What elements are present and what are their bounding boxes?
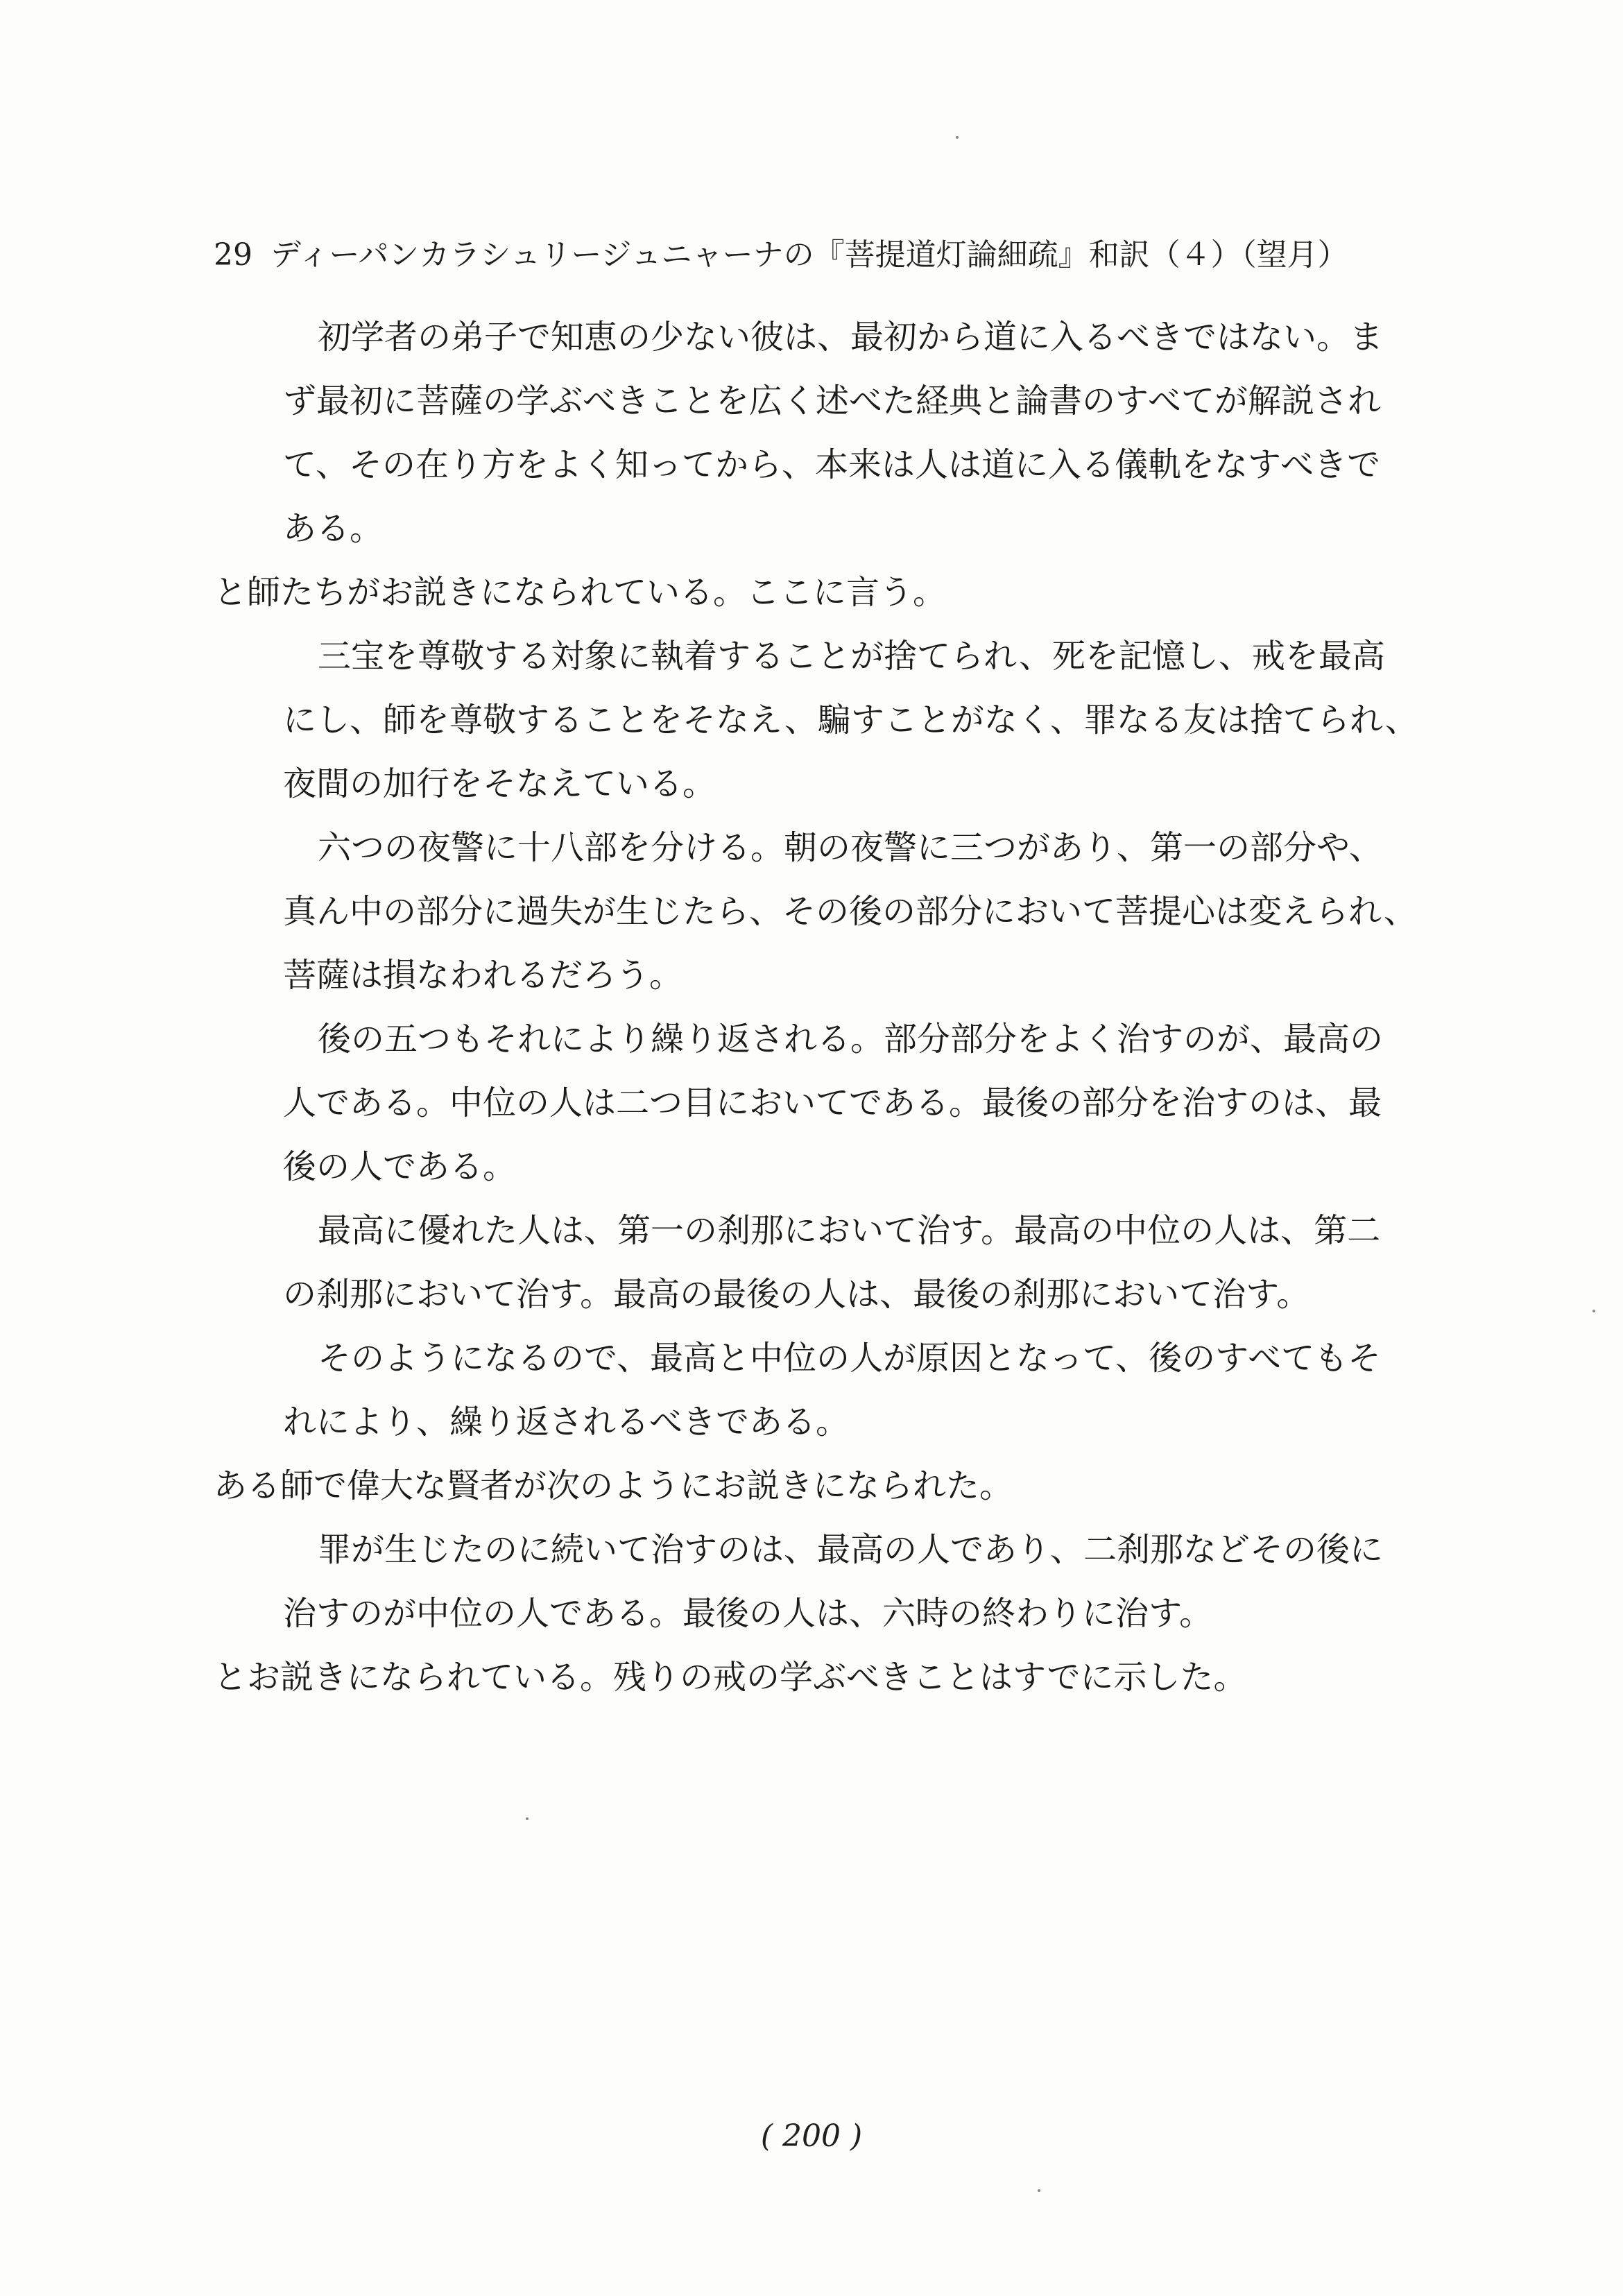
text-line: 人である。中位の人は二つ目においてである。最後の部分を治すのは、最 [283, 1083, 1382, 1122]
article-number: 29 [214, 237, 252, 273]
scan-speck [526, 1817, 529, 1820]
text-line: ず最初に菩薩の学ぶべきことを広く述べた経典と論書のすべてが解説され [283, 382, 1382, 420]
text-line: ある師で偉大な賢者が次のようにお説きになられた。 [214, 1466, 1013, 1505]
running-header [214, 234, 1407, 276]
narrative-line [214, 1645, 1455, 1709]
scan-speck [1038, 2189, 1040, 2192]
text-line: 三宝を尊敬する対象に執着することが捨てられ、死を記憶し、戒を最高 [318, 637, 1385, 676]
scan-speck [956, 136, 959, 139]
quoted-paragraph [214, 305, 1455, 560]
narrative-line [214, 1454, 1455, 1518]
scan-speck [1592, 1310, 1595, 1312]
text-line: 後の五つもそれにより繰り返される。部分部分をよく治すのが、最高の [318, 1020, 1384, 1059]
text-line: 六つの夜警に十八部を分ける。朝の夜警に三つがあり、第一の部分や、 [318, 828, 1383, 867]
text-line: て、その在り方をよく知ってから、本来は人は道に入る儀軌をなすべきで [283, 445, 1381, 484]
text-line: 初学者の弟子で知恵の少ない彼は、最初から道に入るべきではない。ま [318, 318, 1384, 357]
text-line: と師たちがお説きになられている。ここに言う。 [214, 573, 947, 612]
quoted-paragraph [214, 624, 1455, 816]
text-line: 最高に優れた人は、第一の刹那において治す。最高の中位の人は、第二 [318, 1211, 1381, 1250]
quoted-paragraph [214, 1518, 1455, 1645]
quoted-paragraph [214, 1007, 1455, 1199]
text-line: そのようになるので、最高と中位の人が原因となって、後のすべてもそ [318, 1339, 1382, 1378]
quoted-paragraph [214, 816, 1455, 1007]
text-line: ある。 [283, 509, 384, 548]
text-line: 夜間の加行をそなえている。 [283, 764, 716, 803]
body-text [214, 305, 1455, 1709]
text-line: の刹那において治す。最高の最後の人は、最後の刹那において治す。 [283, 1275, 1310, 1314]
quoted-paragraph [214, 1199, 1455, 1326]
text-line: 治すのが中位の人である。最後の人は、六時の終わりに治す。 [283, 1594, 1213, 1633]
page-number: ( 200 ) [760, 2118, 863, 2154]
quoted-paragraph [214, 1326, 1455, 1454]
text-line: とお説きになられている。残りの戒の学ぶべきことはすでに示した。 [214, 1658, 1247, 1697]
narrative-line [214, 560, 1455, 624]
text-line: 真ん中の部分に過失が生じたら、その後の部分において菩提心は変えられ、 [283, 892, 1417, 931]
text-line: にし、師を尊敬することをそなえ、騙すことがなく、罪なる友は捨てられ、 [283, 701, 1418, 739]
text-line: 罪が生じたのに続いて治すのは、最高の人であり、二刹那などその後に [318, 1530, 1384, 1569]
article-title: ディーパンカラシュリージュニャーナの『菩提道灯論細疏』和訳（４）（望月） [270, 237, 1348, 273]
text-line: 菩薩は損なわれるだろう。 [283, 956, 683, 995]
text-line: れにより、繰り返されるべきである。 [283, 1403, 850, 1441]
text-line: 後の人である。 [283, 1147, 517, 1186]
